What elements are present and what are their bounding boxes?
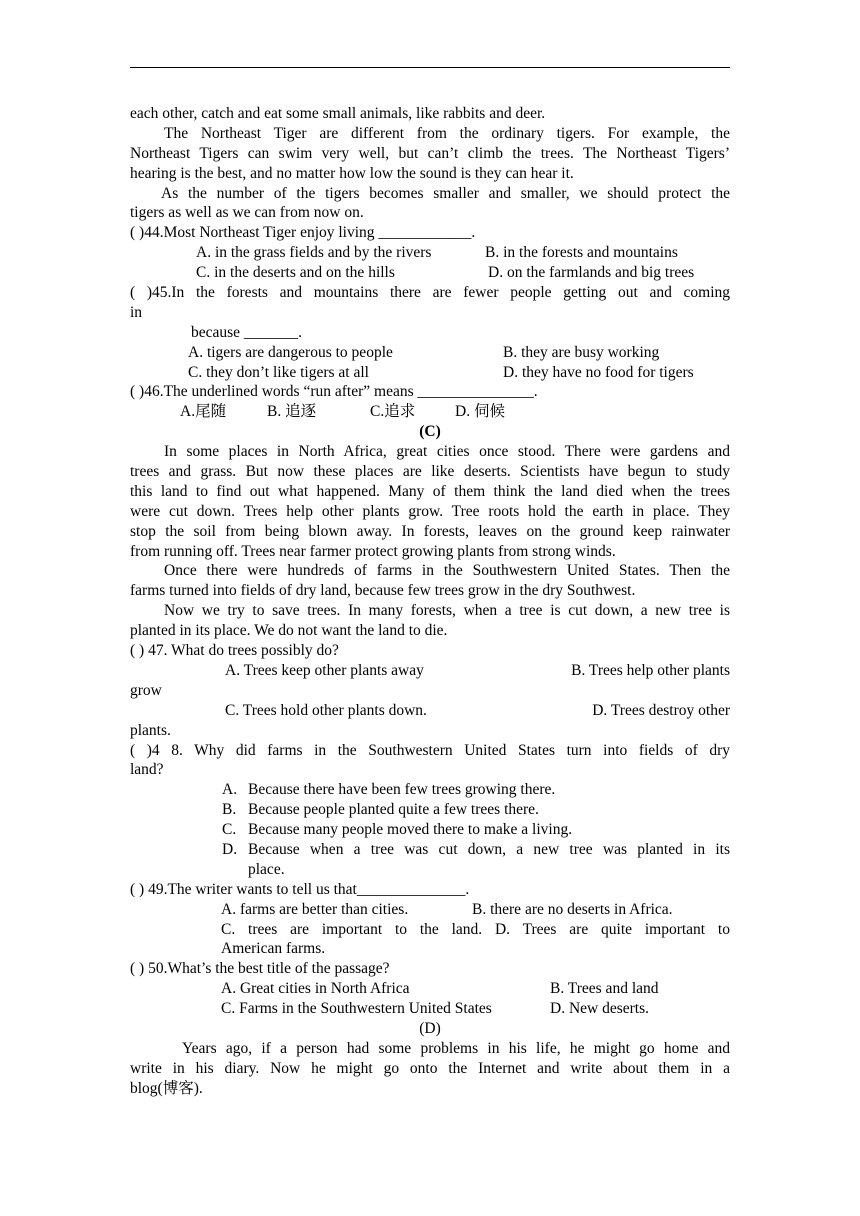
question-47-options-cd <box>130 701 730 721</box>
question-45-stem-cont: in <box>130 303 143 321</box>
option-c: C.追求 <box>370 403 416 421</box>
option-d: D. on the farmlands and big trees <box>488 264 695 282</box>
question-48-option-b: B. Because people planted quite a few trees there. <box>222 801 539 819</box>
text-line: blog(博客). <box>130 1079 203 1097</box>
question-49-options-ab <box>130 900 730 920</box>
text-line: hearing is the best, and no matter how low the sound is they can hear it. <box>130 164 574 182</box>
question-48-stem: ( )4 8. Why did farms in the Southwestern United States turn into fields of dry <box>130 741 730 759</box>
option-d: D. they have no food for tigers <box>503 363 694 381</box>
question-49-options-cd: C. trees are important to the land. D. Trees are quite important to <box>221 920 730 938</box>
option-b: B. they are busy working <box>503 343 660 361</box>
question-45-options-ab <box>130 343 730 363</box>
question-49-stem: ( ) 49.The writer wants to tell us that______________. <box>130 880 470 898</box>
option-d-cont: American farms. <box>221 940 326 958</box>
question-48-option-c: C. Because many people moved there to make a living. <box>222 821 573 839</box>
option-d-cont: plants. <box>130 721 171 739</box>
text-line: In some places in North Africa, great cities once stood. There were gardens and <box>164 443 730 461</box>
question-44-options-cd <box>130 263 730 283</box>
option-a: A. in the grass fields and by the rivers <box>196 244 432 262</box>
question-50-options-cd <box>130 999 730 1019</box>
text-line: each other, catch and eat some small animals, like rabbits and deer. <box>130 105 546 122</box>
option-d-cont: place. <box>248 860 285 878</box>
option-b: B. 追逐 <box>267 403 317 421</box>
option-a: A. Great cities in North Africa <box>221 980 410 998</box>
text-line: Once there were hundreds of farms in the Southwestern United States. Then the <box>164 562 730 580</box>
question-46-stem: ( )46.The underlined words “run after” means _______________. <box>130 383 538 401</box>
text-line: were cut down. Trees help other plants grow. Tree roots hold the earth in place. They <box>130 502 730 520</box>
text-line: As the number of the tigers becomes smaller and smaller, we should protect the <box>161 184 730 202</box>
text-line: The Northeast Tiger are different from the ordinary tigers. For example, the <box>164 124 730 142</box>
text-line: write in his diary. Now he might go onto the Internet and write about them in a <box>130 1059 730 1077</box>
text-line: farms turned into fields of dry land, because few trees grow in the dry Southwest. <box>130 582 636 600</box>
question-45-stem-cont: because _______. <box>191 323 303 341</box>
option-d: D. New deserts. <box>550 1000 650 1018</box>
option-c: C. Farms in the Southwestern United States <box>221 1000 492 1018</box>
option-d: D. 伺候 <box>455 403 505 421</box>
option-a: A.尾随 <box>180 403 227 421</box>
question-48-stem-cont: land? <box>130 761 164 779</box>
option-b: B. there are no deserts in Africa. <box>472 900 673 918</box>
section-c-heading: (C) <box>419 423 441 441</box>
text-line: trees and grass. But now these places are like deserts. Scientists have begun to study <box>130 463 730 481</box>
section-d-heading: (D) <box>419 1019 441 1037</box>
question-48-option-d: D. Because when a tree was cut down, a new tree was planted in its <box>222 840 730 858</box>
question-50-options-ab <box>130 979 730 999</box>
header-rule <box>130 67 730 68</box>
option-a: A. Trees keep other plants away <box>225 661 424 679</box>
option-b: B. in the forests and mountains <box>485 244 678 262</box>
question-44-options-ab <box>130 243 730 263</box>
option-d: D. Trees destroy other <box>592 701 730 719</box>
question-44-stem: ( )44.Most Northeast Tiger enjoy living ____________. <box>130 224 476 242</box>
text-line: stop the soil from being blown away. In forests, leaves on the ground keep rainwater <box>130 522 730 540</box>
text-line: Now we try to save trees. In many forests, when a tree is cut down, a new tree is <box>164 602 730 620</box>
question-50-stem: ( ) 50.What’s the best title of the passage? <box>130 960 390 978</box>
question-45-stem: ( )45.In the forests and mountains there are fewer people getting out and coming <box>130 284 730 302</box>
text-line: planted in its place. We do not want the land to die. <box>130 622 448 640</box>
text-line: this land to find out what happened. Many of them think the land died when the trees <box>130 482 730 500</box>
text-line: Years ago, if a person had some problems in his life, he might go home and <box>182 1039 730 1057</box>
question-45-options-cd <box>130 363 730 383</box>
page-content <box>130 104 730 1099</box>
text-line: tigers as well as we can from now on. <box>130 204 364 222</box>
option-b: B. Trees help other plants <box>571 661 730 679</box>
question-48-option-a: A. Because there have been few trees growing there. <box>222 781 556 799</box>
option-b-cont: grow <box>130 681 162 699</box>
option-a: A. tigers are dangerous to people <box>188 343 393 361</box>
option-b: B. Trees and land <box>550 980 659 998</box>
text-line: from running off. Trees near farmer protect growing plants from strong winds. <box>130 542 616 560</box>
option-c: C. Trees hold other plants down. <box>225 701 427 719</box>
option-c: C. in the deserts and on the hills <box>196 264 395 282</box>
question-47-stem: ( ) 47. What do trees possibly do? <box>130 642 339 660</box>
option-c: C. they don’t like tigers at all <box>188 363 369 381</box>
question-46-options <box>130 402 730 422</box>
option-a: A. farms are better than cities. <box>221 900 409 918</box>
question-47-options-ab <box>130 661 730 681</box>
text-line: Northeast Tigers can swim very well, but can’t climb the trees. The Northeast Tigers’ <box>130 144 730 162</box>
